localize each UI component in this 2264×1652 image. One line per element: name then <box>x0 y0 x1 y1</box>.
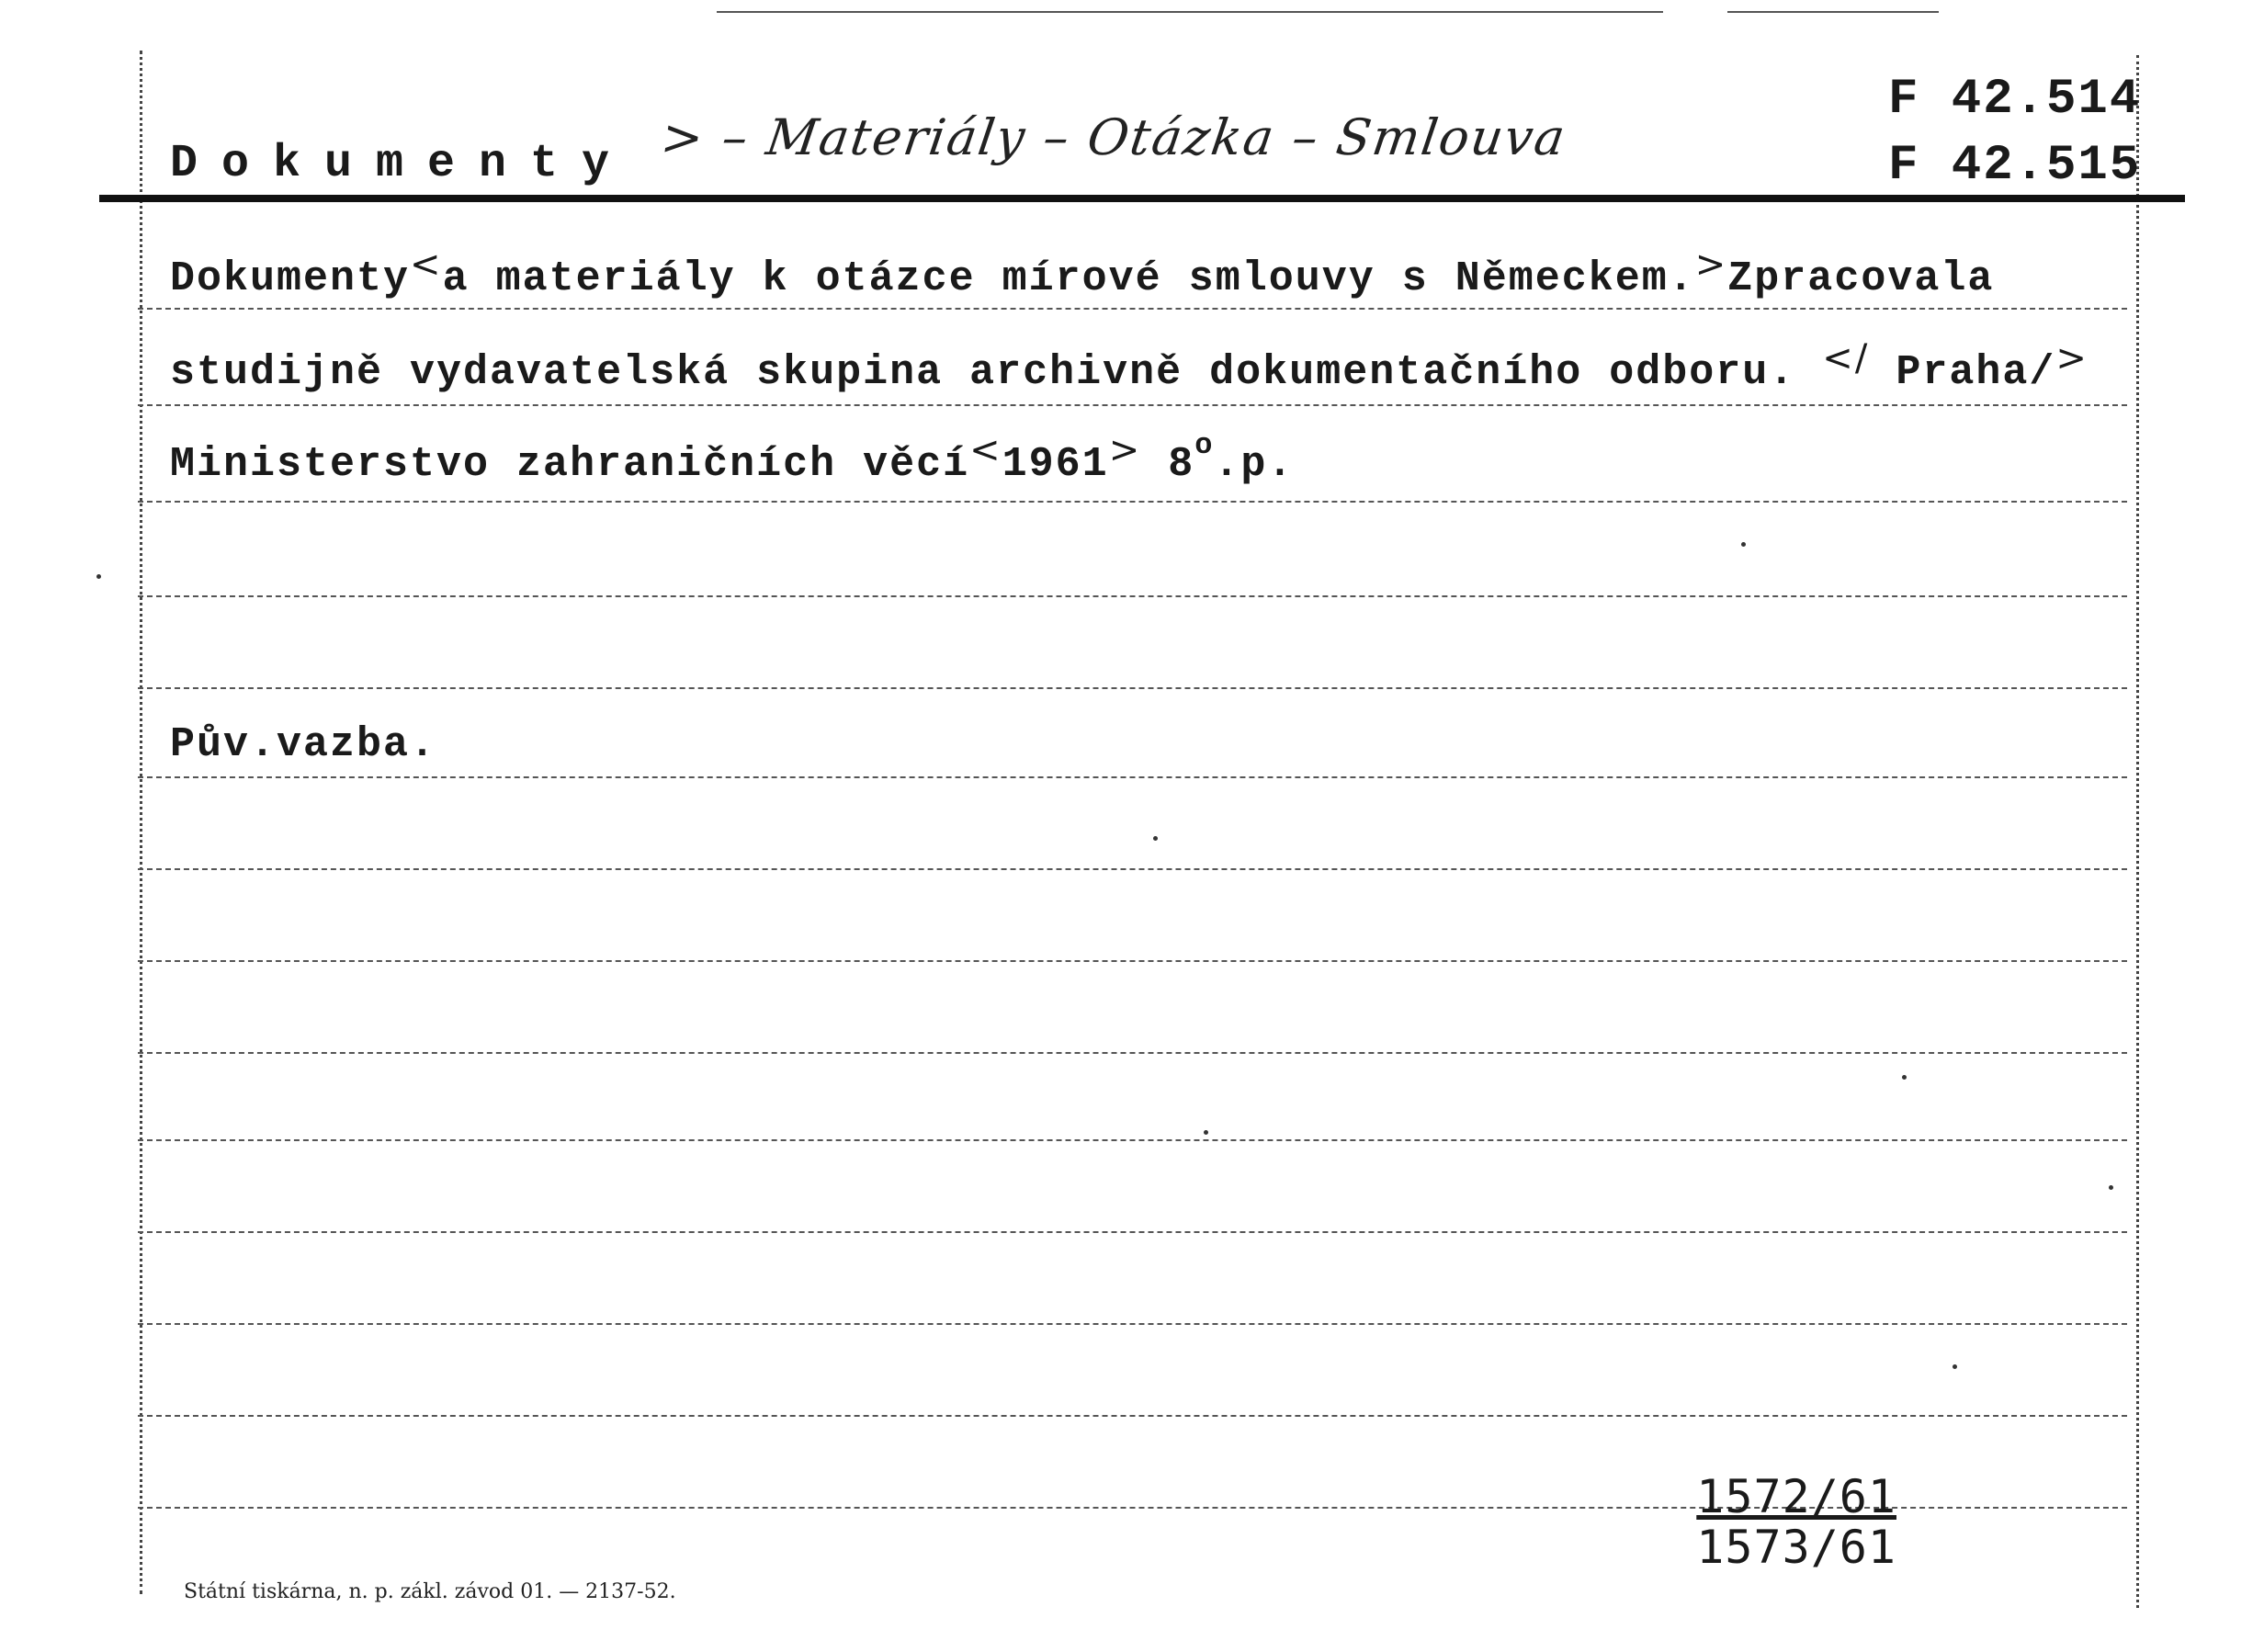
ruled-line <box>138 868 2127 870</box>
accession-number-2: 1573/61 <box>1696 1521 1896 1574</box>
ruled-line <box>138 1139 2127 1141</box>
entry-line-3-year: 1961 <box>1002 441 1109 488</box>
entry-line-3 <box>170 428 1295 488</box>
entry-line-1 <box>170 243 1995 302</box>
ruled-line <box>138 501 2127 503</box>
insert-mark: > <box>1108 429 1142 471</box>
ruled-line <box>138 1415 2127 1417</box>
scan-edge-mark <box>1727 11 1939 13</box>
heading-rule <box>99 195 2185 202</box>
degree-superscript: o <box>1194 428 1215 462</box>
entry-line-3-end: .p. <box>1214 441 1295 488</box>
scan-speck <box>1741 542 1746 547</box>
heading-handwritten: > – Materiály – Otázka – Smlouva <box>657 108 1570 166</box>
right-margin-dots <box>2136 55 2139 1608</box>
scan-speck <box>1153 836 1158 841</box>
heading-typed: Dokumenty <box>170 138 634 190</box>
entry-line-1-mid: a materiály k otázce mírové smlouvy s Německem. <box>442 255 1695 302</box>
insert-mark: > <box>2055 337 2089 379</box>
entry-line-1-post: Zpracovala <box>1727 255 1995 302</box>
binding-note: Pův.vazba. <box>170 721 437 768</box>
ruled-line <box>138 595 2127 597</box>
insert-mark: < <box>969 429 1002 471</box>
ruled-line <box>138 960 2127 962</box>
insert-mark: > <box>1694 243 1728 286</box>
entry-line-3-post: 8 <box>1141 441 1195 488</box>
insert-mark: < <box>410 243 443 286</box>
ruled-line <box>138 1052 2127 1054</box>
scan-speck <box>1204 1130 1208 1135</box>
ruled-line <box>138 776 2127 778</box>
entry-line-2-post: Praha/ <box>1896 349 2056 396</box>
insert-mark: </ <box>1822 337 1870 379</box>
scan-speck <box>2109 1185 2113 1190</box>
entry-line-1-pre: Dokumenty <box>170 255 411 302</box>
entry-line-3-pre: Ministerstvo zahraničních věcí <box>170 441 970 488</box>
entry-line-2-text: studijně vydavatelská skupina archivně dokumentačního odboru. <box>170 349 1796 396</box>
scan-speck <box>1953 1364 1957 1369</box>
call-number-1: F 42.514 <box>1888 72 2142 128</box>
ruled-line <box>138 1231 2127 1233</box>
ruled-line <box>138 1323 2127 1325</box>
printer-imprint: Státní tiskárna, n. p. zákl. závod 01. — 2137-52. <box>184 1580 676 1603</box>
ruled-line <box>138 687 2127 689</box>
scan-speck <box>1902 1075 1907 1080</box>
scan-speck <box>96 574 101 579</box>
call-number-2: F 42.515 <box>1888 138 2142 194</box>
ruled-line <box>138 404 2127 406</box>
scan-edge-mark <box>717 11 1663 13</box>
left-margin-dots <box>140 51 142 1594</box>
accession-number-1: 1572/61 <box>1696 1470 1896 1523</box>
entry-line-2 <box>170 337 2089 396</box>
ruled-line <box>138 308 2127 310</box>
